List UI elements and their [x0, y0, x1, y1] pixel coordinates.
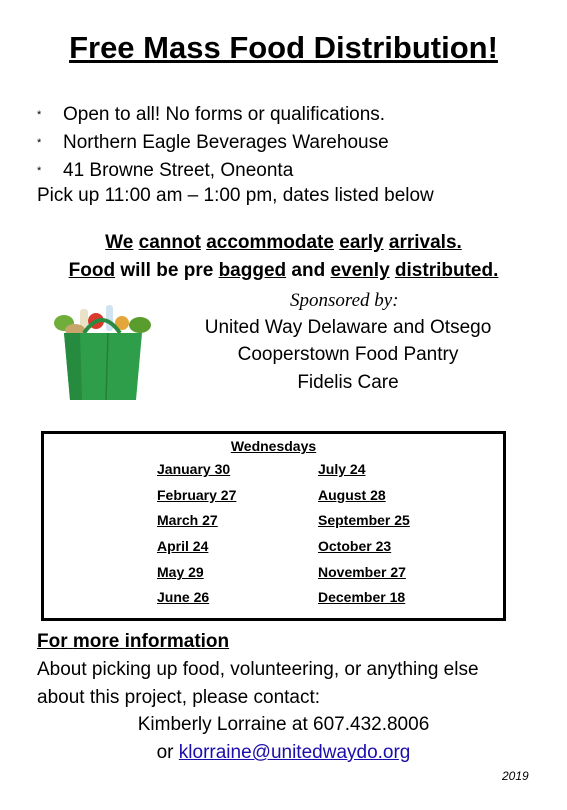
date-december: December 18 — [318, 589, 406, 605]
notice-word: bagged — [218, 260, 287, 281]
date-january: January 30 — [157, 461, 231, 477]
date-july: July 24 — [318, 461, 366, 477]
notice-word: Food — [68, 260, 116, 281]
notice-word: We — [105, 232, 134, 253]
email-link[interactable]: klorraine@unitedwaydo.org — [178, 742, 411, 763]
heading-word: more — [72, 631, 120, 652]
year-label: 2019 — [502, 769, 529, 783]
more-info-heading — [37, 631, 229, 653]
address-text: 41 Browne Street, Oneonta — [63, 160, 294, 181]
date-march: March 27 — [157, 512, 218, 528]
notice-word: be — [156, 260, 179, 281]
date-september: September 25 — [318, 512, 410, 528]
distribution-dates-box — [41, 431, 506, 621]
list-item — [37, 157, 389, 185]
grocery-bag-icon — [50, 303, 155, 403]
date-april: April 24 — [157, 538, 209, 554]
open-to-all-text: Open to all! No forms or qualifications. — [63, 104, 386, 125]
early-arrival-notice — [0, 232, 567, 254]
notice-word: early — [339, 232, 384, 253]
notice-word: will — [120, 260, 151, 281]
sponsor-united-way: United Way Delaware and Otsego — [204, 317, 492, 338]
info-text-line: about this project, please contact: — [37, 687, 321, 708]
date-november: November 27 — [318, 564, 406, 580]
notice-word: and — [291, 260, 326, 281]
contact-email-line — [0, 742, 567, 764]
date-october: October 23 — [318, 538, 392, 554]
sponsor-cooperstown-food-pantry: Cooperstown Food Pantry — [237, 344, 459, 365]
pickup-time-text: Pick up 11:00 am – 1:00 pm, dates listed below — [37, 185, 434, 206]
date-may: May 29 — [157, 564, 204, 580]
sponsored-by-label: Sponsored by: — [290, 290, 399, 311]
sponsor-fidelis-care: Fidelis Care — [297, 372, 399, 393]
date-june: June 26 — [157, 589, 210, 605]
bullet-icon: * — [37, 137, 42, 149]
page-title: Free Mass Food Distribution! — [69, 30, 498, 65]
info-text-line: About picking up food, volunteering, or anything else — [37, 659, 479, 680]
heading-word: information — [124, 631, 230, 652]
dates-heading: Wednesdays — [230, 438, 317, 454]
bullet-icon: * — [37, 165, 42, 177]
heading-word: For — [37, 631, 68, 652]
bullet-icon: * — [37, 109, 42, 121]
list-item — [37, 129, 389, 157]
contact-name-phone: Kimberly Lorraine at 607.432.8006 — [137, 714, 430, 735]
details-list — [37, 101, 389, 185]
notice-word: accommodate — [206, 232, 334, 253]
or-text: or — [156, 742, 174, 763]
notice-word: arrivals. — [388, 232, 462, 253]
date-august: August 28 — [318, 487, 386, 503]
notice-word: pre — [183, 260, 214, 281]
date-february: February 27 — [157, 487, 237, 503]
notice-word: cannot — [138, 232, 201, 253]
notice-word: evenly — [330, 260, 390, 281]
prebagged-notice — [0, 260, 567, 282]
location-name-text: Northern Eagle Beverages Warehouse — [63, 132, 389, 153]
notice-word: distributed. — [394, 260, 499, 281]
list-item — [37, 101, 389, 129]
